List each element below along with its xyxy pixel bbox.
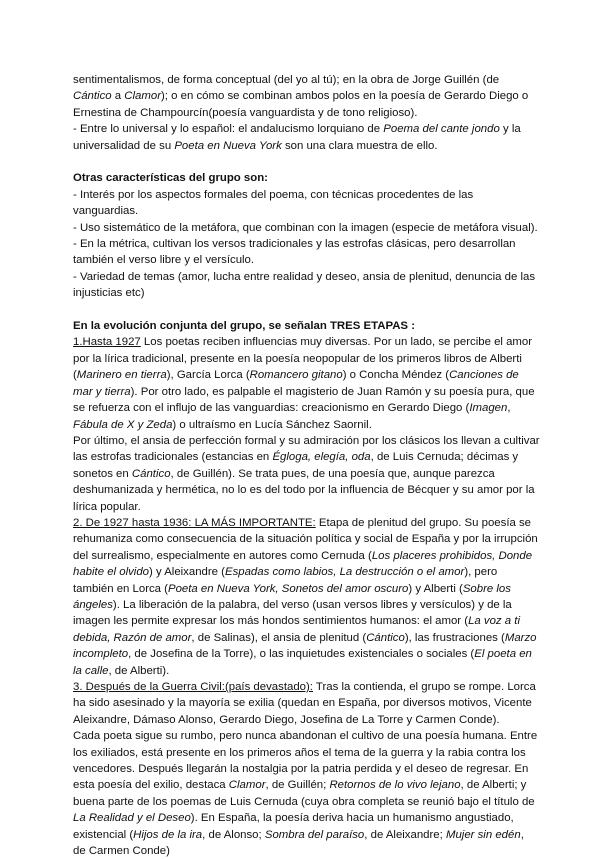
italic-title: Romancero gitano — [249, 369, 343, 382]
text-line — [73, 843, 533, 859]
text-line — [73, 564, 533, 580]
text-run: se refuerza con el influjo de las vanguardias: creacionismo en Gerardo Diego ( — [73, 402, 470, 415]
text-line — [73, 597, 533, 613]
text-line — [73, 351, 533, 367]
text-run: del surrealismo, especialmente en autores como Cernuda ( — [73, 549, 372, 562]
text-line — [73, 761, 533, 777]
text-line — [73, 794, 533, 810]
underlined-heading: 3. Después de la Guerra Civil:(país devastado): — [73, 681, 313, 693]
text-run: ), García Lorca ( — [166, 369, 250, 382]
italic-title: Poema del cante jondo — [383, 123, 500, 136]
text-line — [73, 220, 538, 236]
text-run: , — [520, 828, 524, 841]
text-run: deshumanizada y hermética, no lo es del todo por la influencia de Bécquer y su amor por la — [73, 484, 535, 497]
text-run: son una clara muestra de ello. — [281, 139, 438, 152]
italic-title: Imagen — [469, 402, 508, 415]
text-line — [73, 285, 533, 301]
italic-title: Poeta en Nueva York — [174, 139, 282, 152]
text-run: de Carmen Conde) — [73, 845, 170, 858]
text-run: - Entre lo universal y lo español: el andalucismo lorquiano de — [73, 123, 384, 136]
italic-title: debida, Razón de amor — [73, 631, 192, 644]
text-run: los exiliados, está presente en los primeros años el tema de la guerra y la rabia contra los — [73, 746, 526, 759]
text-run: a — [111, 90, 125, 103]
text-line — [73, 712, 533, 728]
text-line — [73, 138, 533, 154]
text-run: vanguardias. — [73, 205, 139, 218]
text-line — [73, 417, 533, 433]
text-line — [73, 252, 533, 268]
text-run: - En la métrica, cultivan los versos tradicionales y las estrofas clásicas, pero desarrollan — [73, 238, 516, 251]
italic-title: mar y tierra — [73, 385, 131, 398]
text-run: ). Por otro lado, es palpable el magisterio de Juan Ramón y su poesía pura, que — [130, 385, 535, 398]
italic-title: la calle — [73, 664, 109, 677]
text-line — [73, 72, 533, 88]
italic-title: Cántico — [73, 90, 112, 103]
text-line — [73, 499, 533, 515]
text-line — [73, 531, 538, 547]
italic-title: Hijos de la ira — [133, 828, 203, 841]
text-line — [73, 203, 533, 219]
text-run: , de Alonso; — [202, 828, 265, 841]
italic-title: incompleto — [73, 648, 129, 661]
text-run: , de Guillén; — [265, 779, 330, 792]
text-line — [73, 548, 533, 564]
italic-title: Fábula de X y Zeda — [73, 418, 173, 431]
text-run: ) o ultraísmo en Lucía Sánchez Saornil. — [172, 418, 372, 431]
text-run: ) y Alberti ( — [408, 582, 463, 595]
text-line — [73, 810, 533, 826]
text-line — [73, 613, 533, 629]
text-line — [73, 88, 533, 104]
text-run: , de Alberti). — [108, 664, 170, 677]
text-line — [73, 630, 537, 646]
text-run: lírica popular. — [73, 500, 141, 513]
text-run: también el verso libre y el versículo. — [73, 254, 255, 267]
text-run: , de Salinas), el ansia de plenitud ( — [191, 631, 367, 644]
intro-paragraph — [73, 72, 533, 154]
text-run: esta poesía del exilio, destaca — [73, 779, 229, 792]
text-line — [73, 515, 533, 531]
document-body — [73, 72, 540, 859]
stages-heading: En la evolución conjunta del grupo, se señalan TRES ETAPAS : — [73, 320, 415, 333]
text-run: universalidad de su — [73, 139, 175, 152]
italic-title: habite el olvido — [73, 566, 149, 579]
italic-title: ángeles — [73, 598, 113, 611]
text-run: ), las frustraciones ( — [404, 631, 505, 644]
text-run: , de Aleixandre; — [364, 828, 446, 841]
italic-title: Clamor — [124, 90, 162, 103]
italic-title: Los placeres prohibidos, Donde — [371, 549, 533, 562]
italic-title: Poeta en Nueva York, Sonetos del amor oscuro — [167, 582, 409, 595]
text-line — [73, 728, 538, 744]
text-run: y la — [499, 123, 521, 136]
text-line — [73, 187, 533, 203]
text-line — [73, 581, 533, 597]
text-run: ha sido asesinado y la mayoría se exilia (quedan en España, por diversos motivos, Vicente — [73, 697, 532, 710]
spacer — [73, 302, 533, 318]
text-run: vencedores. Después llegarán la nostalgia por la patria perdida y el deseo de regresar. En — [73, 763, 529, 776]
text-run: ) o Concha Méndez ( — [342, 369, 450, 382]
italic-title: El poeta en — [474, 648, 532, 661]
text-run: , de Alberti; y — [460, 779, 527, 792]
text-line — [73, 482, 533, 498]
text-line — [73, 384, 533, 400]
text-line — [73, 269, 536, 285]
italic-title: Retornos de lo vivo lejano — [329, 779, 461, 792]
text-run: Ernestina de Champourcín(poesía vanguardista y de tono religioso). — [73, 106, 418, 119]
text-run: ). En España, la poesía deriva hacia un humanismo angustiado, — [190, 812, 514, 825]
text-line — [73, 827, 533, 843]
text-line — [73, 679, 536, 695]
text-run: , de Josefina de la Torre), o las inquietudes existenciales o sociales ( — [128, 648, 475, 661]
text-run: rehumaniza como consecuencia de la situación política y social de España y por la irrupción — [73, 533, 538, 546]
text-run: , de Guillén). Se trata pues, de una poesía que, aunque parezca — [170, 467, 495, 480]
text-line — [73, 646, 533, 662]
text-run: Aleixandre, Dámaso Alonso, Gerardo Diego, Josefina de La Torre y Carmen Conde). — [73, 713, 500, 726]
characteristics-list — [73, 187, 538, 302]
text-run: ); o en cómo se combinan ambos polos en la poesía de Gerardo Diego o — [161, 90, 529, 103]
text-line — [73, 236, 533, 252]
text-line — [73, 121, 533, 137]
italic-title: Espadas como labios, La destrucción o el amor — [224, 566, 465, 579]
text-line — [73, 334, 533, 350]
text-run: Los poetas reciben influencias muy diversas. Por un lado, se percibe el amor — [140, 336, 533, 349]
italic-title: Clamor — [228, 779, 266, 792]
text-run: Cada poeta sigue su rumbo, pero nunca abandonan el cultivo de una poesía humana. Entre — [73, 730, 538, 743]
text-run: ). La liberación de la palabra, del verso (usan versos libres y versículos) y de la — [112, 598, 512, 611]
underlined-heading: 1.Hasta 1927 — [73, 336, 141, 349]
italic-title: Mujer sin edén — [445, 828, 521, 841]
text-run: también en Lorca ( — [73, 582, 168, 595]
text-run: , de Luis Cernuda; décimas y — [370, 451, 519, 464]
italic-title: Sobre los — [462, 582, 511, 595]
text-line — [73, 466, 533, 482]
stages-section — [73, 334, 540, 859]
text-run: ), pero — [464, 566, 498, 579]
text-line — [73, 433, 540, 449]
text-run: las estrofas tradicionales (estancias en — [73, 451, 273, 464]
italic-title: Égloga, elegía, oda — [272, 451, 371, 464]
text-run: ) y Aleixandre ( — [149, 566, 225, 579]
text-run: - Variedad de temas (amor, lucha entre realidad y deseo, ansia de plenitud, denuncia de las — [73, 270, 536, 283]
text-run: sentimentalismos, de forma conceptual (del yo al tú); en la obra de Jorge Guillén (de — [73, 74, 500, 86]
text-run: buena parte de los poemas de Luis Cernuda (cuya obra completa se reunió bajo el título de — [73, 795, 535, 808]
text-run: - Interés por los aspectos formales del poema, con técnicas procedentes de las — [73, 188, 474, 201]
characteristics-heading: Otras características del grupo son: — [73, 172, 268, 185]
text-line — [73, 449, 533, 465]
text-run: por la lírica tradicional, presente en la poesía neopopular de los primeros libros de Alberti — [73, 352, 522, 365]
italic-title: Cántico — [131, 467, 171, 480]
text-line — [73, 105, 533, 121]
text-line — [73, 663, 533, 679]
text-run: sonetos en — [73, 467, 132, 480]
text-run: ( — [73, 369, 77, 382]
text-run: , — [507, 402, 511, 415]
italic-title: Canciones de — [449, 369, 519, 382]
text-run: Etapa de plenitud del grupo. Su poesía se — [315, 516, 532, 529]
text-line — [73, 745, 533, 761]
italic-title: Marzo — [504, 631, 537, 644]
italic-title: La Realidad y el Deseo — [73, 812, 191, 825]
italic-title: Cántico — [366, 631, 405, 644]
text-run: injusticias etc) — [73, 287, 145, 300]
text-run: - Uso sistemático de la metáfora, que combinan con la imagen (especie de metáfora visual). — [73, 221, 538, 234]
text-line — [73, 400, 533, 416]
italic-title: Marinero en tierra — [76, 369, 167, 382]
text-line — [73, 367, 533, 383]
text-line — [73, 777, 533, 793]
italic-title: Sombra del paraíso — [264, 828, 365, 841]
italic-title: La voz a ti — [468, 615, 520, 628]
text-run: imagen les permite expresar los más hondos sentimientos humanos: el amor ( — [73, 615, 469, 628]
underlined-heading: 2. De 1927 hasta 1936: LA MÁS IMPORTANTE: — [73, 516, 316, 529]
text-run: existencial ( — [73, 828, 134, 841]
text-line — [73, 695, 533, 711]
text-run: Por último, el ansia de perfección formal y su admiración por los clásicos los llevan a cultivar — [73, 434, 540, 447]
spacer — [73, 154, 533, 170]
text-run: Tras la contienda, el grupo se rompe. Lorca — [312, 681, 536, 693]
